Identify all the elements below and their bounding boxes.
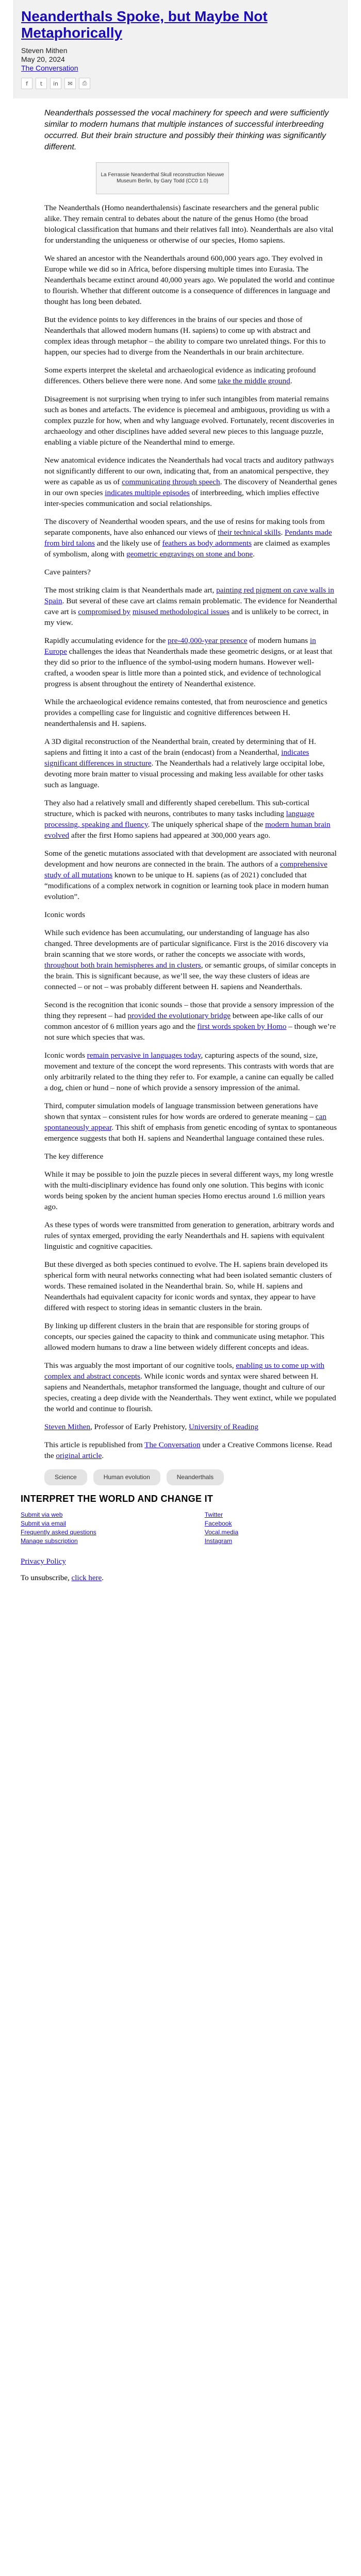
inline-link[interactable]: remain pervasive in languages today: [87, 1051, 201, 1060]
article-title[interactable]: Neanderthals Spoke, but Maybe Not Metaphorically: [21, 8, 268, 41]
author-bio: Steven Mithen, Professor of Early Prehistory, University of Reading: [44, 1422, 258, 1431]
inline-link[interactable]: feathers as body adornments: [162, 539, 252, 548]
tag-list: [44, 1469, 337, 1485]
inline-link[interactable]: pre-40,000-year presence: [168, 636, 248, 645]
inline-link[interactable]: their technical skills: [218, 528, 281, 537]
inline-link[interactable]: in Europe: [44, 636, 316, 656]
inline-link[interactable]: can spontaneously appear: [44, 1112, 327, 1132]
article-lead: Neanderthals possessed the vocal machinery for speech and were sufficiently similar to modern humans that multiple instances of successful interbreeding occurred. But their brain structure and possibly their thinking was significantly different.: [44, 109, 329, 151]
paragraph: Second is the recognition that iconic sounds – those that provide a sensory impression of the thing they represent – had provided the evolutionary bridge between ape-like calls of our common ancestor of 6 million years ago and the first words spoken by Homo – though we’re not sure which species that was.: [44, 1001, 336, 1042]
submit-email-link[interactable]: Submit via email: [21, 1520, 67, 1527]
inline-link[interactable]: language processing, speaking and fluency: [44, 809, 315, 829]
faq-link[interactable]: Frequently asked questions: [21, 1529, 96, 1536]
inline-link[interactable]: communicating through speech: [122, 478, 220, 486]
facebook-icon[interactable]: f: [21, 78, 32, 89]
paragraph: New anatomical evidence indicates the Neanderthals had vocal tracts and auditory pathways not significantly different to our own, indicating that, from an anatomical perspective, they were as capable as us of communicating through speech. The discovery of Neanderthal genes in our own species indicates multiple episodes of interbreeding, which implies effective inter-species communication and social relationships.: [44, 456, 337, 508]
submit-web-link[interactable]: Submit via web: [21, 1511, 63, 1518]
conversation-link[interactable]: The Conversation: [144, 1440, 201, 1449]
subscribe-column: [21, 1511, 96, 1546]
paragraph: The discovery of Neanderthal wooden spears, and the use of resins for making tools from separate components, have also enhanced our views of their technical skills. Pendants made from bird talons and the likely use of feathers as body adornments are claimed as examples of symbolism, along with geometric engravings on stone and bone.: [44, 517, 332, 558]
inline-link[interactable]: misused methodological issues: [132, 607, 229, 616]
paragraph: Some of the genetic mutations associated with that development are associated with neuronal development and how neurons are connected in the brain. The authors of a comprehensive study of all mutations known to be unique to H. sapiens (as of 2021) concluded that “modifications of a complex network in cognition or learning took place in modern human evolution”.: [44, 849, 337, 901]
article-body: [13, 98, 348, 1494]
subscribe-heading: INTERPRET THE WORLD AND CHANGE IT: [21, 1494, 214, 1504]
skull-figure: [96, 162, 229, 194]
paragraph: They also had a relatively small and differently shaped cerebellum. This sub-cortical structure, which is packed with neurons, contributes to many tasks including language processing, speaking and fluency. The uniquely spherical shape of the modern human brain evolved after the first Homo sapiens had appeared at 300,000 years ago.: [44, 799, 331, 840]
subscribe-section: [13, 1494, 348, 1546]
section-heading: Cave painters?: [44, 568, 91, 577]
figure-caption-line-1: La Ferrassie Neanderthal Skull reconstruction Nieuwe: [101, 172, 224, 178]
tag-science[interactable]: Science: [44, 1469, 87, 1485]
paragraph: Some experts interpret the skeletal and archaeological evidence as indicating profound differences. Others believe there were none. And some take the middle ground.: [44, 366, 316, 385]
source-link[interactable]: The Conversation: [21, 64, 78, 72]
manage-subscription-link[interactable]: Manage subscription: [21, 1537, 78, 1545]
share-bar: [21, 78, 340, 89]
tag-neanderthals[interactable]: Neanderthals: [167, 1469, 224, 1485]
twitter-link[interactable]: Twitter: [204, 1511, 223, 1518]
publish-date: May 20, 2024: [21, 55, 65, 63]
paragraph: Disagreement is not surprising when trying to infer such intangibles from material remains such as bones and artefacts. The evidence is piecemeal and ambiguous, providing us with a complex puzzle for how, when and why language evolved. Fortunately, recent discoveries in archaeology and other disciplines have added several new pieces to this language puzzle, enabling a viable picture of the Neanderthal mind to emerge.: [44, 395, 334, 447]
article-header: [13, 0, 348, 98]
paragraph: While such evidence has been accumulating, our understanding of language has also changed. Three developments are of particular significance. First is the 2016 discovery via brain scanning that we store words, or rather the concepts we associate with words, throughout both brain hemispheres and in clusters, or semantic groups, of similar concepts in the brain. This is significant because, as we’ll see, the way these clusters of ideas are connected – or not – was probably different between H. sapiens and Neanderthals.: [44, 928, 336, 991]
author: Steven Mithen: [21, 46, 68, 55]
inline-link[interactable]: modern human brain evolved: [44, 820, 331, 840]
inline-link[interactable]: take the middle ground: [218, 377, 290, 385]
footer: Privacy Policy To unsubscribe, click here.: [21, 1557, 104, 1582]
facebook-link[interactable]: Facebook: [204, 1520, 232, 1527]
email-icon[interactable]: ✉: [64, 78, 76, 89]
inline-link[interactable]: indicates significant differences in structure: [44, 748, 309, 768]
tag-human-evolution[interactable]: Human evolution: [93, 1469, 160, 1485]
republish-note: This article is republished from The Conversation under a Creative Commons license. Read the original article.: [44, 1440, 332, 1460]
linkedin-icon[interactable]: in: [50, 78, 61, 89]
paragraph: By linking up different clusters in the brain that are responsible for storing groups of concepts, our species gained the capacity to think and communicate using metaphor. This allowed modern humans to draw a line between widely different concepts and ideas.: [44, 1321, 324, 1352]
unsubscribe-link[interactable]: click here: [71, 1574, 102, 1582]
paragraph: While it may be possible to join the puzzle pieces in several different ways, my long wrestle with the multi-disciplinary evidence has found only one solution. This begins with iconic words being spoken by the ancient human species Homo erectus around 1.6 million years ago.: [44, 1170, 334, 1211]
inline-link[interactable]: comprehensive study of all mutations: [44, 860, 327, 879]
paragraph: But the evidence points to key differences in the brains of our species and those of Neanderthals that allowed modern humans (H. sapiens) to come up with abstract and complex ideas through metaphor – the ability to compare two unrelated things. For this to happen, our species had to diverge from the Neanderthals in our brain architecture.: [44, 315, 326, 357]
paragraph: The Neanderthals (Homo neanderthalensis) fascinate researchers and the general public alike. They remain central to debates about the nature of the genus Homo (the broad biological classification that humans and their relatives fall into). Neanderthals are also vital for understanding the uniqueness or otherwise of our species, Homo sapiens.: [44, 204, 334, 245]
original-article-link[interactable]: original article: [56, 1451, 102, 1460]
inline-link[interactable]: enabling us to come up with complex and abstract concepts: [44, 1361, 325, 1381]
figure-caption-line-2: Museum Berlin, by Gary Todd (CC0 1.0): [117, 178, 208, 184]
inline-link[interactable]: indicates multiple episodes: [105, 488, 190, 497]
paragraph: Rapidly accumulating evidence for the pre-40,000-year presence of modern humans in Europe challenges the ideas that Neanderthals made these geometric designs, or at least that they did so prior to the influence of the symbol-using modern humans. However well-crafted, a wooden spear is little more than a pointed stick, and evidence of technological progress is absent throughout the entirety of Neanderthal existence.: [44, 636, 333, 688]
print-icon[interactable]: ⎙: [79, 78, 90, 89]
inline-link[interactable]: compromised by: [78, 607, 131, 616]
vocal-media-link[interactable]: Vocal.media: [204, 1529, 239, 1536]
inline-link[interactable]: throughout both brain hemispheres and in clusters: [44, 961, 201, 970]
section-heading: Iconic words: [44, 910, 85, 919]
paragraph: We shared an ancestor with the Neanderthals around 600,000 years ago. They evolved in Europe while we did so in Africa, before dispersing multiple times into Eurasia. The Neanderthals became extinct around 40,000 years ago. We populated the world and continue to flourish. Whether that different outcome is a consequence of differences in language and thought has long been debated.: [44, 254, 335, 306]
inline-link[interactable]: Pendants made from bird talons: [44, 528, 332, 548]
social-column: [205, 1511, 238, 1546]
inline-link[interactable]: geometric engravings on stone and bone: [126, 550, 253, 558]
institution-link[interactable]: University of Reading: [188, 1422, 258, 1431]
privacy-policy-link[interactable]: Privacy Policy: [21, 1557, 66, 1566]
paragraph: Third, computer simulation models of language transmission between generations have shown that syntax – consistent rules for how words are ordered to generate meaning – can spontaneously appear. This shift of emphasis from genetic encoding of syntax to spontaneous emergence suggests that both H. sapiens and Neanderthal language contained these rules.: [44, 1101, 337, 1143]
paragraph: While the archaeological evidence remains contested, that from neuroscience and genetics provides a compelling case for linguistic and cognitive differences between H. neanderthalensis and H. sapiens.: [44, 698, 327, 728]
inline-link[interactable]: provided the evolutionary bridge: [127, 1011, 231, 1020]
author-bio-link[interactable]: Steven Mithen: [44, 1422, 91, 1431]
paragraph: But these diverged as both species continued to evolve. The H. sapiens brain developed its spherical form with neural networks connecting what had been isolated semantic clusters of words. These remained isolated in the Neanderthal brain. So, while H. sapiens and Neanderthals had equivalent capacity for iconic words and syntax, they appear to have differed with respect to storing ideas in semantic clusters in the brain.: [44, 1260, 332, 1312]
paragraph: This was arguably the most important of our cognitive tools, enabling us to come up with complex and abstract concepts. While iconic words and syntax were shared between H. sapiens and Neanderthals, metaphor transformed the language, thought and culture of our species, creating a deep divide with the Neanderthals. They went extinct, while we populated the world and continue to flourish.: [44, 1361, 336, 1413]
inline-link[interactable]: first words spoken by Homo: [197, 1022, 287, 1031]
twitter-icon[interactable]: t: [36, 78, 47, 89]
paragraph: A 3D digital reconstruction of the Neanderthal brain, created by determining that of H. sapiens and fitting it into a cast of the brain (endocast) from a Neanderthal, indicates significant differences in structure. The Neanderthals had a relatively large occipital lobe, devoting more brain matter to visual processing and making less available for other tasks such as language.: [44, 737, 325, 789]
paragraph: Iconic words remain pervasive in languages today, capturing aspects of the sound, size, movement and texture of the concept the word represents. This contrasts with words that are only arbitrarily related to the thing they refer to. For example, a canine can equally be called a dog, chien or hund – none of which provide a sensory impression of the animal.: [44, 1051, 334, 1092]
paragraph: As these types of words were transmitted from generation to generation, arbitrary words and rules of syntax emerged, providing the early Neanderthals and H. sapiens with equivalent linguistic and cognitive capacities.: [44, 1221, 334, 1251]
paragraph: The most striking claim is that Neanderthals made art, painting red pigment on cave walls in Spain. But several of these cave art claims remain problematic. The evidence for Neanderthal cave art is compromised by misused methodological issues and is unlikely to be correct, in my view.: [44, 586, 337, 627]
section-heading: The key difference: [44, 1152, 104, 1161]
instagram-link[interactable]: Instagram: [204, 1537, 233, 1545]
inline-link[interactable]: painting red pigment on cave walls in Spain: [44, 586, 334, 605]
